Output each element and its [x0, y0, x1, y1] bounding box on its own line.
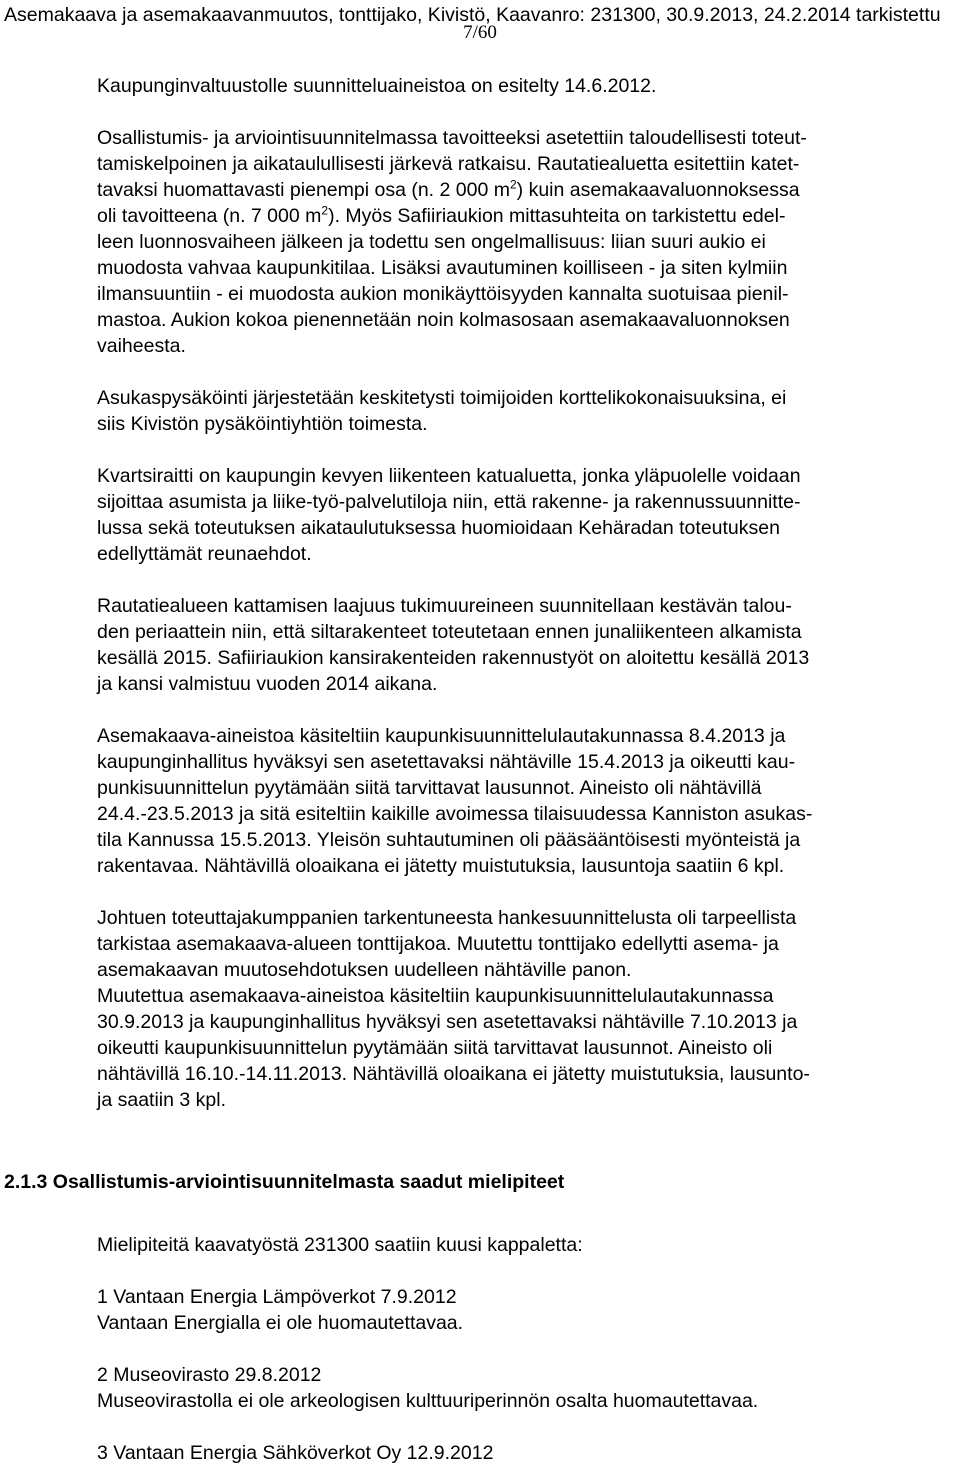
document-title: Asemakaava ja asemakaavanmuutos, tonttijako, Kivistö, Kaavanro: 231300, 30.9.2013, 24.2.2014 tarkistettu	[4, 4, 941, 26]
paragraph-3: Asukaspysäköinti järjestetään keskitetysti toimijoiden korttelikokonaisuuksina, ei siis Kivistön pysäköintiyhtiön toimesta.	[97, 387, 787, 435]
list-item-title: 2 Museovirasto 29.8.2012	[97, 1364, 322, 1386]
page-header	[0, 0, 960, 43]
list-item-text: Museovirastolla ei ole arkeologisen kulttuuriperinnön osalta huomautettavaa.	[97, 1390, 759, 1412]
list-item-text: Vantaan Energialla ei ole huomautettavaa.	[97, 1312, 464, 1334]
superscript-squared: 2	[509, 177, 517, 192]
section-intro: Mielipiteitä kaavatyöstä 231300 saatiin kuusi kappaletta:	[97, 1234, 583, 1256]
paragraph-2-part-a: Osallistumis- ja arviointisuunnitelmassa tavoitteeksi asetettiin taloudellisesti toteut- tamiskelpoinen ja aikataulullisesti järkevä ratkaisu. Rautatiealuetta esitettiin katet- tavaksi huomattavasti pienempi osa (n. 2 000 m	[97, 127, 807, 201]
paragraph-2-part-c: ). Myös Safiiriaukion mittasuhteita on tarkistettu edel- leen luonnosvaiheen jälkeen ja todettu sen ongelmallisuus: liian suuri aukio ei muodosta vahvaa kaupunkitilaa. Lisäksi avautuminen koilliseen - ja siten kylmiin ilmansuuntiin - ei muodosta aukion monikäyttöisyyden kannalta suotuisaa pienil- mastoa. Aukion kokoa pienennetään noin kolmasosaan asemakaavaluonnoksen vaiheesta.	[97, 205, 790, 357]
list-item-title: 1 Vantaan Energia Lämpöverkot 7.9.2012	[97, 1286, 457, 1308]
paragraph-5: Rautatiealueen kattamisen laajuus tukimuureineen suunnitellaan kestävän talou- den periaattein niin, että siltarakenteet toteutetaan ennen junaliikenteen alkamista kesällä 2015. Safiiriaukion kansirakenteiden rakennustyöt on aloitettu kesällä 2013 ja kansi valmistuu vuoden 2014 aikana.	[97, 595, 810, 695]
superscript-squared: 2	[321, 203, 329, 218]
paragraph-6: Asemakaava-aineistoa käsiteltiin kaupunkisuunnittelulautakunnassa 8.4.2013 ja kaupunginhallitus hyväksyi sen asetettavaksi nähtäville 15.4.2013 ja oikeutti kau- punkisuunnittelun pyytämään siitä tarvittavat lausunnot. Aineisto oli nähtävillä 24.4.-23.5.2013 ja sitä esiteltiin kaikille avoimessa tilaisuudessa Kanniston asukas- tila Kannussa 15.5.2013. Yleisön suhtautuminen oli pääsääntöisesti myönteistä ja rakentavaa. Nähtävillä oloaikana ei jätetty muistutuksia, lausuntoja saatiin 6 kpl.	[97, 725, 813, 877]
page-number: 7/60	[463, 22, 497, 43]
paragraph-2-part-b: ) kuin asemakaavaluonnoksessa oli tavoitteena (n. 7 000 m	[97, 179, 800, 227]
paragraph-1: Kaupunginvaltuustolle suunnitteluaineistoa on esitelty 14.6.2012.	[97, 75, 657, 97]
document-body	[97, 73, 927, 1113]
section-heading: 2.1.3 Osallistumis-arviointisuunnitelmasta saadut mielipiteet	[4, 1171, 565, 1193]
list-item-title: 3 Vantaan Energia Sähköverkot Oy 12.9.2012	[97, 1442, 494, 1464]
paragraph-4: Kvartsiraitti on kaupungin kevyen liikenteen katualuetta, jonka yläpuolelle voidaan sijoittaa asumista ja liike-työ-palvelutiloja niin, että rakenne- ja rakennussuunnitte- lussa sekä toteutuksen aikataulutuksessa huomioidaan Kehäradan toteutuksen edellyttämät reunaehdot.	[97, 465, 801, 565]
paragraph-7: Johtuen toteuttajakumppanien tarkentuneesta hankesuunnittelusta oli tarpeellista tarkistaa asemakaava-alueen tonttijakoa. Muutettu tonttijako edellytti asema- ja asemakaavan muutosehdotuksen uudelleen nähtäville panon. Muutettua asemakaava-aineistoa käsiteltiin kaupunkisuunnittelulautakunnassa 30.9.2013 ja kaupunginhallitus hyväksyi sen asetettavaksi nähtäville 7.10.2013 ja oikeutti kaupunkisuunnittelun pyytämään siitä tarvittavat lausunnot. Aineisto oli nähtävillä 16.10.-14.11.2013. Nähtävillä oloaikana ei jätetty muistutuksia, lausunto- ja saatiin 3 kpl.	[97, 907, 810, 1111]
paragraph-2	[97, 125, 927, 359]
section-body	[97, 1232, 927, 1466]
